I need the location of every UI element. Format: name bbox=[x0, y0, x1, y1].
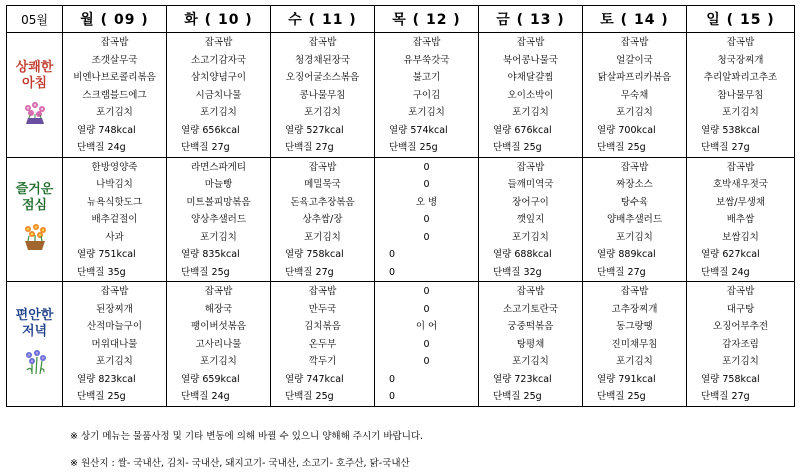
menu-item: 포기김치 bbox=[616, 231, 653, 243]
menu-item: 탕수육 bbox=[620, 196, 649, 208]
menu-cell bbox=[687, 157, 795, 282]
header-row bbox=[7, 6, 795, 33]
meal-name-line2: 저녁 bbox=[21, 323, 48, 339]
menu-item: 잡곡밥 bbox=[100, 286, 129, 297]
meal-row-lunch bbox=[7, 157, 795, 282]
protein-text: 단백질 25g bbox=[77, 391, 126, 402]
meal-name-line2: 점심 bbox=[21, 198, 48, 214]
menu-item: 0 bbox=[423, 179, 430, 190]
menu-item: 잡곡밥 bbox=[100, 37, 129, 48]
menu-item: 잡곡밥 bbox=[726, 161, 755, 173]
origin-text: ※ 원산지 : 쌀- 국내산, 김치- 국내산, 돼지고기- 국내산, 소고기- 호주산, 닭-국내산 bbox=[70, 458, 410, 469]
menu-item: 진미채무침 bbox=[611, 338, 658, 350]
menu-item: 콩나물무침 bbox=[299, 89, 346, 101]
menu-item: 포기김치 bbox=[408, 107, 445, 118]
menu-item: 호박새우젓국 bbox=[712, 179, 769, 190]
meal-label-dinner bbox=[7, 282, 63, 407]
menu-item: 잡곡밥 bbox=[204, 37, 233, 48]
month-label: 05월 bbox=[7, 6, 63, 33]
menu-item: 포기김치 bbox=[616, 356, 653, 367]
protein-text: 단백질 27g bbox=[285, 142, 334, 153]
menu-item: 소고기토란국 bbox=[502, 303, 559, 315]
menu-item: 사과 bbox=[105, 231, 124, 243]
menu-item: 포기김치 bbox=[512, 107, 549, 118]
menu-cell bbox=[271, 282, 375, 407]
menu-item: 청국장찌개 bbox=[717, 54, 764, 66]
menu-item: 온두부 bbox=[308, 338, 337, 350]
calorie-text: 열량 527kcal bbox=[285, 124, 344, 136]
meal-name-line1: 편안한 bbox=[15, 307, 54, 323]
protein-text: 단백질 25g bbox=[493, 391, 542, 402]
menu-item: 김치볶음 bbox=[304, 321, 341, 332]
menu-item: 들깨미역국 bbox=[507, 179, 554, 190]
menu-item: 뉴욕식핫도그 bbox=[86, 196, 143, 208]
meal-row-breakfast bbox=[7, 33, 795, 158]
menu-item: 이 어 bbox=[415, 321, 438, 332]
menu-item: 잡곡밥 bbox=[308, 37, 337, 48]
menu-cell bbox=[271, 33, 375, 158]
menu-item: 0 bbox=[423, 356, 430, 367]
menu-cell bbox=[583, 282, 687, 407]
menu-item: 동그랑땡 bbox=[616, 321, 653, 332]
menu-item: 잡곡밥 bbox=[516, 37, 545, 48]
menu-item: 잡곡밥 bbox=[412, 37, 441, 48]
menu-item: 보쌈/무생채 bbox=[715, 196, 766, 208]
menu-item: 머위대나물 bbox=[91, 338, 138, 350]
menu-item: 한방영양죽 bbox=[91, 161, 138, 173]
menu-item: 미트볼피망볶음 bbox=[186, 196, 251, 208]
menu-item: 0 bbox=[423, 161, 430, 173]
protein-text: 단백질 25g bbox=[181, 266, 230, 278]
protein-text: 단백질 25g bbox=[285, 391, 334, 402]
calorie-text: 열량 723kcal bbox=[493, 373, 552, 385]
menu-item: 얼갈이국 bbox=[616, 54, 653, 66]
menu-item: 포기김치 bbox=[512, 231, 549, 243]
menu-item: 짜장소스 bbox=[616, 179, 653, 190]
menu-item: 포기김치 bbox=[96, 356, 133, 367]
calorie-text: 열량 656kcal bbox=[181, 124, 240, 136]
menu-item: 잡곡밥 bbox=[726, 286, 755, 297]
weekly-menu-table bbox=[6, 5, 795, 407]
menu-item: 0 bbox=[423, 214, 430, 225]
day-header-sun: 일 ( 15 ) bbox=[687, 6, 795, 33]
menu-item: 메밀묵국 bbox=[304, 179, 341, 190]
menu-item: 불고기 bbox=[412, 72, 441, 83]
calorie-text: 열량 748kcal bbox=[77, 124, 136, 136]
protein-text: 단백질 27g bbox=[701, 391, 750, 402]
calorie-text: 열량 889kcal bbox=[597, 249, 656, 260]
meal-rows bbox=[7, 33, 795, 407]
meal-label-breakfast bbox=[7, 33, 63, 158]
menu-item: 오징어굴소스볶음 bbox=[285, 72, 360, 83]
calorie-text: 열량 751kcal bbox=[77, 249, 136, 260]
menu-item: 포기김치 bbox=[616, 107, 653, 118]
protein-text: 단백질 24g bbox=[181, 391, 230, 402]
menu-item: 마늘빵 bbox=[204, 179, 233, 190]
calorie-text: 열량 747kcal bbox=[285, 373, 344, 385]
calorie-text: 열량 758kcal bbox=[701, 373, 760, 385]
calorie-text: 0 bbox=[389, 249, 396, 260]
menu-cell bbox=[479, 282, 583, 407]
menu-item: 0 bbox=[423, 338, 430, 350]
protein-text: 단백질 27g bbox=[181, 142, 230, 153]
menu-item: 팽이버섯볶음 bbox=[190, 321, 247, 332]
calorie-text: 열량 700kcal bbox=[597, 124, 656, 136]
menu-item: 야채달걀찜 bbox=[507, 72, 554, 83]
menu-cell bbox=[63, 157, 167, 282]
protein-text: 단백질 27g bbox=[285, 266, 334, 278]
menu-item: 포기김치 bbox=[96, 107, 133, 118]
menu-item: 잡곡밥 bbox=[516, 286, 545, 297]
menu-cell bbox=[479, 33, 583, 158]
menu-item: 오이소박이 bbox=[507, 89, 554, 101]
protein-text: 단백질 24g bbox=[77, 142, 126, 153]
day-header-thu: 목 ( 12 ) bbox=[375, 6, 479, 33]
menu-cell bbox=[479, 157, 583, 282]
menu-item: 감자조림 bbox=[722, 338, 759, 350]
menu-item: 청경채된장국 bbox=[294, 54, 351, 66]
menu-item: 된장찌개 bbox=[96, 303, 133, 315]
menu-item: 장어구이 bbox=[512, 196, 549, 208]
menu-item: 0 bbox=[423, 303, 430, 315]
menu-item: 라면스파게티 bbox=[190, 161, 247, 173]
menu-item: 잡곡밥 bbox=[620, 37, 649, 48]
calorie-text: 열량 823kcal bbox=[77, 373, 136, 385]
menu-cell bbox=[375, 33, 479, 158]
menu-item: 양상추샐러드 bbox=[190, 214, 247, 225]
menu-item: 포기김치 bbox=[200, 107, 237, 118]
menu-cell bbox=[375, 157, 479, 282]
meal-name-line1: 상쾌한 bbox=[15, 59, 54, 75]
calorie-text: 열량 627kcal bbox=[701, 249, 760, 260]
menu-item: 잡곡밥 bbox=[204, 286, 233, 297]
menu-item: 양배추샐러드 bbox=[606, 214, 663, 225]
menu-item: 추리알꽈리고추조 bbox=[703, 72, 778, 83]
menu-item: 잡곡밥 bbox=[620, 161, 649, 173]
menu-item: 조갯살무국 bbox=[91, 54, 138, 66]
menu-item: 잡곡밥 bbox=[308, 286, 337, 297]
calorie-text: 0 bbox=[389, 373, 396, 385]
calorie-text: 열량 758kcal bbox=[285, 249, 344, 260]
menu-item: 배추쌈 bbox=[726, 214, 755, 225]
calorie-text: 열량 574kcal bbox=[389, 124, 448, 136]
protein-text: 단백질 25g bbox=[389, 142, 438, 153]
lunch-flower-icon bbox=[7, 222, 62, 256]
protein-text: 0 bbox=[389, 266, 396, 278]
day-header-fri: 금 ( 13 ) bbox=[479, 6, 583, 33]
menu-item: 포기김치 bbox=[200, 231, 237, 243]
protein-text: 단백질 25g bbox=[597, 142, 646, 153]
menu-cell bbox=[375, 282, 479, 407]
menu-item: 오징어부추전 bbox=[712, 321, 769, 332]
menu-item: 삼치양념구이 bbox=[190, 72, 247, 83]
protein-text: 단백질 27g bbox=[597, 266, 646, 278]
menu-item: 유부쑥갓국 bbox=[403, 54, 450, 66]
breakfast-flower-icon bbox=[7, 100, 62, 130]
menu-item: 포기김치 bbox=[304, 231, 341, 243]
menu-item: 해장국 bbox=[204, 303, 233, 315]
menu-cell bbox=[687, 282, 795, 407]
menu-item: 시금치나물 bbox=[195, 89, 242, 101]
menu-cell bbox=[583, 157, 687, 282]
protein-text: 단백질 25g bbox=[597, 391, 646, 402]
calorie-text: 열량 659kcal bbox=[181, 373, 240, 385]
menu-item: 산적마늘구이 bbox=[86, 321, 143, 332]
menu-cell bbox=[167, 157, 271, 282]
menu-item: 포기김치 bbox=[304, 107, 341, 118]
menu-item: 잡곡밥 bbox=[516, 161, 545, 173]
calorie-text: 열량 538kcal bbox=[701, 124, 760, 136]
meal-label-lunch bbox=[7, 157, 63, 282]
menu-item: 닭살파프리카볶음 bbox=[597, 72, 672, 83]
menu-item: 잡곡밥 bbox=[308, 161, 337, 173]
menu-item: 구이김 bbox=[412, 89, 441, 101]
dinner-flower-icon bbox=[7, 348, 62, 380]
day-header-tue: 화 ( 10 ) bbox=[167, 6, 271, 33]
protein-text: 단백질 32g bbox=[493, 266, 542, 278]
menu-item: 보쌈김치 bbox=[722, 231, 759, 243]
menu-item: 포기김치 bbox=[512, 356, 549, 367]
meal-name-line2: 아침 bbox=[21, 75, 48, 91]
menu-cell bbox=[687, 33, 795, 158]
day-header-wed: 수 ( 11 ) bbox=[271, 6, 375, 33]
menu-item: 만두국 bbox=[308, 303, 337, 315]
menu-item: 포기김치 bbox=[722, 107, 759, 118]
protein-text: 단백질 27g bbox=[701, 142, 750, 153]
menu-item: 상추쌈/장 bbox=[302, 214, 343, 225]
menu-cell bbox=[167, 33, 271, 158]
menu-cell bbox=[63, 282, 167, 407]
menu-cell bbox=[271, 157, 375, 282]
menu-item: 무숙채 bbox=[620, 89, 649, 101]
menu-item: 탕평채 bbox=[516, 338, 545, 350]
calorie-text: 열량 676kcal bbox=[493, 124, 552, 136]
meal-name-line1: 즐거운 bbox=[15, 182, 54, 198]
menu-item: 궁중떡볶음 bbox=[507, 321, 554, 332]
meal-row-dinner bbox=[7, 282, 795, 407]
protein-text: 단백질 25g bbox=[493, 142, 542, 153]
menu-item: 참나물무침 bbox=[717, 89, 764, 101]
menu-item: 0 bbox=[423, 286, 430, 297]
menu-item: 북어콩나물국 bbox=[502, 54, 559, 66]
notice-text: ※ 상기 메뉴는 물품사정 및 기타 변동에 의해 바뀔 수 있으니 양해해 주시기 바랍니다. bbox=[70, 431, 424, 442]
menu-item: 오 병 bbox=[415, 196, 438, 208]
menu-item: 소고기감자국 bbox=[190, 54, 247, 66]
menu-item: 잡곡밥 bbox=[726, 37, 755, 48]
calorie-text: 열량 835kcal bbox=[181, 249, 240, 260]
menu-item: 나박김치 bbox=[96, 179, 133, 190]
menu-item: 비엔나브로콜리볶음 bbox=[73, 72, 156, 83]
menu-item: 대구탕 bbox=[726, 303, 755, 315]
menu-item: 포기김치 bbox=[722, 356, 759, 367]
menu-item: 잡곡밥 bbox=[620, 286, 649, 297]
day-header-mon: 월 ( 09 ) bbox=[63, 6, 167, 33]
menu-item: 깻잎지 bbox=[516, 214, 545, 225]
calorie-text: 열량 791kcal bbox=[597, 373, 656, 385]
menu-cell bbox=[583, 33, 687, 158]
protein-text: 단백질 24g bbox=[701, 266, 750, 278]
menu-item: 배추겉절이 bbox=[91, 214, 138, 225]
day-header-sat: 토 ( 14 ) bbox=[583, 6, 687, 33]
menu-item: 고사리나물 bbox=[195, 338, 242, 350]
protein-text: 단백질 35g bbox=[77, 266, 126, 278]
menu-item: 깍두기 bbox=[308, 356, 337, 367]
menu-item: 스크램블드에그 bbox=[82, 89, 147, 101]
menu-item: 포기김치 bbox=[200, 356, 237, 367]
calorie-text: 열량 688kcal bbox=[493, 249, 552, 260]
protein-text: 0 bbox=[389, 391, 396, 402]
menu-item: 돈육고추장볶음 bbox=[290, 196, 355, 208]
menu-cell bbox=[167, 282, 271, 407]
menu-cell bbox=[63, 33, 167, 158]
menu-item: 고추장찌개 bbox=[611, 303, 658, 315]
menu-item: 0 bbox=[423, 231, 430, 243]
